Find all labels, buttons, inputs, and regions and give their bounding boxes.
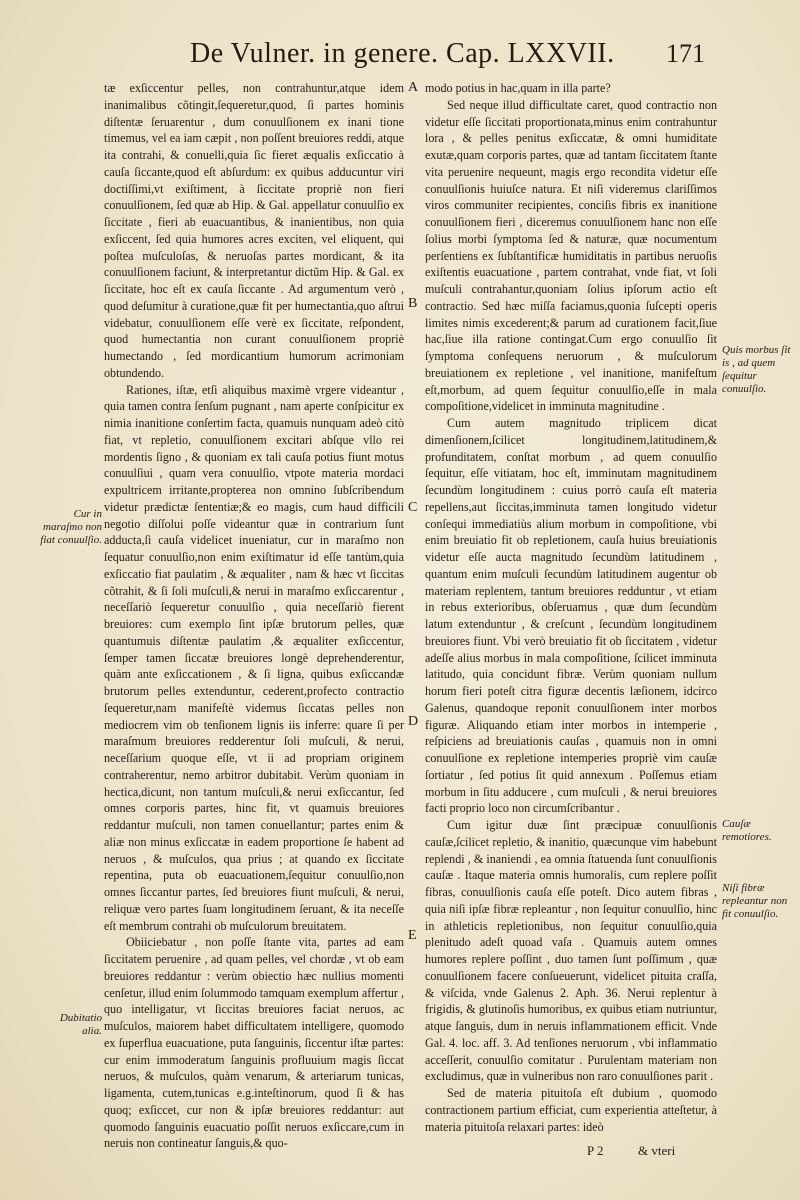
right-paragraph-4: Cum igitur duæ ſint præcipuæ conuulſionis cauſæ,ſcilicet repletio, & inanitio, quæcunque vim habebunt replendi , & inaniendi , ea omnia ſtatuenda ſunt conuulſionis cauſæ . Itaque materia omnis humoralis, cum replere poſſit fibras, conuulſionis cauſa eſſe poteſt. Dico autem fibras , quia niſi ipſæ fibræ repleantur , non ſequitur conuulſio, hinc in athleticis repletionibus, non ſequitur conuulſio,quia plenitudo adeſt quoad vaſa . Quamuis autem omnes humores replere poſſint , duo tamen ſunt poſſimum , quæ conuulſionem facere conſueuerunt, videlicet pituita craſſa, & viſcida, vnde Galenus 2. Aph. 36. Nerui replentur à frigidis, & glutinoſis humoribus, ex quibus etiam nutriuntur, atque ſanguis, dum in neruis inflammationem efficit. Vnde Gal. 4. loc. aff. 3. Ad tenſiones neruorum , vbi inflammatio acceſſerit, conuulſio comitatur . Purulentam materiam non excludimus, quæ in vulneribus non raro conuulſiones parit . bbox=[425, 818, 717, 1084]
left-paragraph-2: Rationes, iſtæ, etſi aliquibus maximè vrgere videantur , quia tamen contra ſenſum pugnant , nam aperte conſpicitur ex nimia inanitione conſertim facta, quamuis nunquam adeò citò fiat, vt repletio, conuulſionem excitari abſque vllo rei mordentis ſigno , & quoniam ex tali cauſa potius fiunt motus conuulſiui , quam vera conuulſio, vtpote materia mordaci expultricem irritante,propterea non omnino ſubſcribendum videtur prædictæ ſententiæ;& eo magis, cum haud difficili negotio diſſolui poſſe videantur quæ in contrarium ſunt adducta,ſi cauſa videlicet inueniatur, cur in maraſmo non ſequatur conuulſio,non enim exiſtimatur id eſſe tantùm,quia exſiccatio fiat paulatim , & æqualiter , nam & hæc vt ſiccitas cõtrahit, & ſi ſoli muſculi,& nerui in maraſmo exſiccarentur , neceſſariò ſequeretur conuulſio , quia neceſſariò fierent breuiores: cum exemplo ſint ipſæ brutorum pelles, quæ quantumuis diſtentæ paulatim ,& æqualiter exſiccentur, ſemper tamen ſiccatæ breuiores longè deprehenderentur, quàm ante exſiccationem , & ſi ligna, quibus exſiccandæ brutorum pelles extenduntur, cederent,profecto contractio ſequeretur,nam manifeſtè videmus ſiccatas pelles non mediocrem vim ob tenſionem lignis iis inferre: quare ſi per maraſmum breuiores redderentur ſoli muſculi, & nerui, neceſſarium quoque eſſe, vt ii ad propriam originem contraherentur, nemo arbitror dubitabit. Verùm quoniam in hectica,dicunt, non tantum muſculi,& nerui exſiccantur, ſed omnes corporis partes, hinc fit, vt quamuis breuiores reddantur muſculi, non tamen conuellantur; partes enim & aliæ non minus exſiccatæ in eadem proportione ſe habent ad neruos , & muſculos, qua prius ; at quando ex ſiccitate repentina, puta ob euacuationem,ſequitur conuulſio,non omnes ſiccantur partes, ſed breuiores fiunt muſculi, & nerui, reliquæ vero partes ſuam longitudinem ſeruant, & ita neceſſe eſt membrum contrahi ob muſculorum breuitatem. bbox=[104, 382, 404, 933]
signature-mark: P 2 bbox=[587, 1143, 604, 1158]
left-column bbox=[104, 80, 404, 1152]
margin-note-nisi-fibrae: Niſi fibræ repleantur non fit conuulſio. bbox=[722, 882, 788, 920]
margin-note-dubitatio: Dubitatio alia. bbox=[59, 1012, 102, 1037]
margin-note-causae: Cauſæ remotiores. bbox=[722, 818, 772, 843]
chapter-title: De Vulner. in genere. Cap. LXXVII. bbox=[190, 38, 615, 69]
section-letter-b: B bbox=[408, 296, 418, 311]
catchword: & vteri bbox=[638, 1143, 676, 1158]
right-paragraph-1: modo potius in hac,quam in illa parte? bbox=[425, 81, 611, 95]
section-letter-e: E bbox=[408, 928, 417, 943]
page-number: 171 bbox=[666, 39, 705, 68]
right-paragraph-5: Sed de materia pituitoſa eſt dubium , quomodo contractionem partium efficiat, cum experientia atteſtetur, à materia pituitoſa relaxari partes: ideò bbox=[425, 1086, 717, 1134]
right-paragraph-3: Cum autem magnitudo triplicem dicat dimenſionem,ſcilicet longitudinem,latitudinem,& profunditatem, conſtat morbum , ad quem conuulſio ſequitur, eſſe vitiatam, hoc eſt, imminutam magnitudinem ſecundùm longitudinem : cuius porrò cauſa eſt materia repellens,aut ſiccitas,imminuta tamen longitudo videtur conſequi immediatiùs alium morbum in compoſitione, vbi enim breuiatio fit ob repletionem, cauſa huius breuiationis videtur eſſe aucta magnitudo ſecundùm latitudinem , quantum enim muſculi ſecundùm latitudinem augentur ob materiam replentem, tantum breuiores redduntur , vt etiam in rebus exterioribus, obſeruamus , quæ dum ſecundùm latum extenduntur , & creſcunt , ſecundùm longitudinem breuiores fiunt. Vbi verò breuiatio fit ob ſiccitatem , videtur adeſſe alius morbus in mala compoſitione, ſcilicet imminuta latitudo, quia concidunt fibræ. Verùm quoniam nullum horum fieri poteſt citra figuræ decentis læſionem, idcirco Galenus, quandoque reponit conuulſionem inter morbos figuræ. Aliquando etiam inter morbos in intemperie , reſpiciens ad breuiationis cauſas , quamuis non in omni conuulſione ex repletione intemperies propriè vim cauſæ ſortiatur , ſed potius ſit quid annexum . Poſſemus etiam morbum in ſitu adducere , cum muſculi , & nerui breuiores facti proprio loco non circumſcribantur . bbox=[425, 416, 717, 816]
section-letter-a: A bbox=[408, 80, 419, 95]
section-letter-c: C bbox=[408, 500, 418, 515]
section-letter-d: D bbox=[408, 714, 419, 729]
right-column bbox=[425, 80, 717, 1135]
margin-note-quis-morbus: Quis morbus ſit is , ad quem ſequitur conuulſio. bbox=[722, 344, 791, 395]
left-paragraph-3: Obiiciebatur , non poſſe ſtante vita, partes ad eam ſiccitatem peruenire , ad quam pelles, vel chordæ , vt ob eam breuiores reddantur : verùm obiectio hæc nullius momenti cenſetur, illud enim ſolummodo tamquam exemplum affertur , quo intelligatur, vt ſiccitas breuiores faciat neruos, ac muſculos, maiorem habet difficultatem intelligere, quomodo ex ſuperflua euacuatione, puta ſanguinis, ſiccentur iſtæ partes: cur enim immoderatum ſanguinis profluuium magis ſiccat neruos, & muſculos, quàm venarum, & arteriarum tunicas, ligamenta, cutem,tunicas e.g.inteſtinorum, quod ſi & has quoq; exſiccet, cur non & ipſæ breuiores reddantur: aut quomodo ſanguinis euacuatio poſſit neruos exſiccare,cum in neruis non contineatur ſanguis,& quo- bbox=[104, 935, 404, 1151]
left-paragraph-1: tæ exſiccentur pelles, non contrahuntur,atque idem inanimalibus cõtingit,ſequeretur,quod, ſi partes hominis diſtentæ ſeruarentur , dum conuulſionem ex inani tione timemus, vel ea iam cæpit , non poſſent breuiores reddi, atque ita contrahi, & conuelli,quia ſic fieret æqualis exſiccatio à cauſa ſiccante,quod eſt abſurdum: ex quibus adducuntur viri doctiſſimi,vt exiſtiment, à ſiccitate propriè non fieri conuulſionem, ſed quæ ab Hip. & Gal. appellatur conuulſio ex ſiccitate , fieri ab euacuantibus, & inanientibus, non quia exſiccent, ſed quia humores acres exciten, vel eliquent, qui poſtea muſculoſas, & neruoſas partes mordicant, & ita conuulſionem faciunt, & interpretantur dictũm Hip. & Gal. ex ſiccitate, hoc eſt ex cauſa ſiccante . Ad argumentum verò , quod deſumitur à curatione,quæ fit per humectantia,quo aſtrui videbatur, conuulſionem eſſe verè ex ſiccitate, reſpondent, quod humectantia non curant conuulſionem propriè humectando , ſed mordicantium humorum acrimoniam obtundendo. bbox=[104, 81, 404, 380]
right-paragraph-2: Sed neque illud difficultate caret, quod contractio non videtur eſſe ſiccitati proportionata,minus enim contrahuntur lora , & pelles penitus exſiccatæ, & omni humiditate exutæ,quam corporis partes, quæ ad tantam ſiccitatem ſtante vita peruenire nequeunt, magis ergo recondita videtur eſſe conuulſionis huiuſce natura. Et niſi videremus clariſſimos viros communiter recipientes, conciſis fibris ex inanitione conuulſionem fieri , diceremus conuulſionem hanc non eſſe ſolius morbi ſymptoma ſed & naturæ, quæ nocumentum perſentiens ex ſubſtantificæ humiditatis in partibus neruoſis exiſtentis euacuatione , partem contrahat, vnde fiat, vt ſoli muſculi contrahantur,quoniam ſolius ipſorum actio eſt contractio. Sed hæc miſſa faciamus,quonia ſuſcepti operis limites nimis excederent;& parum ad curationem facit,ſiue hac,ſiue illa ratione contingat.Cum ergo conuulſio ſit ſymptoma conſequens neruorum , & muſculorum breuiationem ex repletione , vel inanitione, manifeſtum eſt,morbum, ad quem ſequitur conuulſio,eſſe in mala compoſitione,videlicet in imminuta magnitudine . bbox=[425, 97, 717, 414]
margin-note-marasmus: Cur in maraſmo non fiat conuulſio. bbox=[40, 508, 102, 546]
running-head bbox=[190, 38, 705, 70]
